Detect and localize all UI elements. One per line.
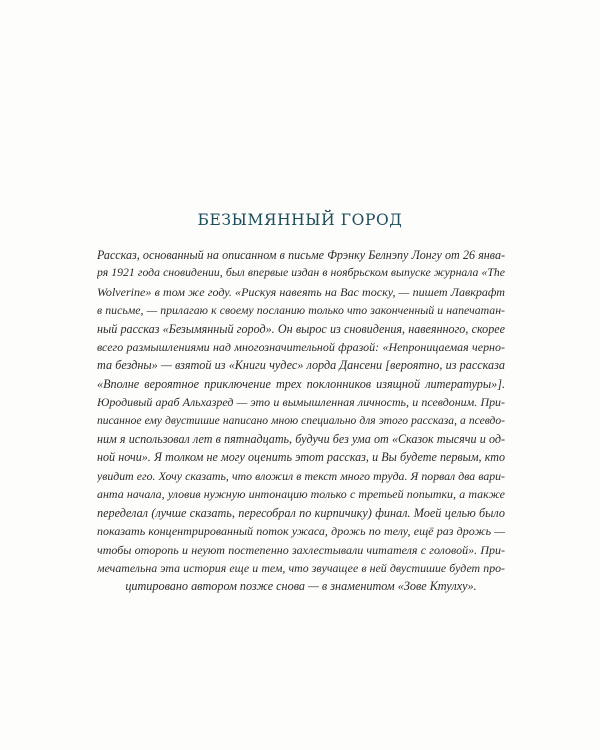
paragraph-line: показать концентрированный поток ужаса, дрожь по телу, ещё раз дрожь —	[97, 524, 505, 539]
paragraph-line: ный рассказ «Безымянный город». Он вырос из сновидения, навеянного, скорее	[97, 321, 505, 336]
intro-paragraph	[97, 246, 505, 596]
paragraph-line: цитировано автором позже снова — в знаменитом «Зове Ктулху».	[125, 579, 477, 594]
paragraph-line: та бездны» — взятой из «Книги чудес» лорда Дансени [вероятно, из рассказа	[97, 358, 505, 373]
paragraph-line: Рассказ, основанный на описанном в письме Фрэнку Белнэпу Лонгу от 26 янва-	[97, 248, 505, 262]
paragraph-line: в письме, — прилагаю к своему посланию только что законченный и напечатан-	[97, 303, 505, 318]
paragraph-line: увидит его. Хочу сказать, что вложил в текст много труда. Я порвал два вари-	[97, 468, 505, 483]
paragraph-line: «Вполне вероятное приключение трех поклонников изящной литературы»].	[97, 376, 505, 391]
paragraph-line: анта начала, уловив нужную интонацию только с третьей попытки, а также	[97, 487, 505, 502]
paragraph-line: чтобы оторопь и неуют постепенно захлестывали читателя с головой». При-	[97, 542, 505, 557]
paragraph-line: мечательна эта история еще и тем, что звучащее в ней двустишие будет про-	[97, 560, 505, 575]
paragraph-line: всего размышлениями над многозначительной фразой: «Непроницаемая черно-	[97, 340, 505, 355]
chapter-title: БЕЗЫМЯННЫЙ ГОРОД	[197, 211, 403, 229]
paragraph-line: переделал (лучше сказать, пересобрал по кирпичику) финал. Моей целью было	[97, 505, 505, 520]
paragraph-line: ной ночи». Я толком не могу оценить этот рассказ, и Вы будете первым, кто	[97, 450, 505, 465]
paragraph-line: ним я использовал лет в пятнадцать, будучи без ума от «Сказок тысячи и од-	[97, 432, 505, 447]
paragraph-line: писанное ему двустишие написано мною специально для этого рассказа, а псевдо-	[97, 414, 505, 427]
paragraph-line: ря 1921 года сновидении, был впервые издан в ноябрьском выпуске журнала «The	[97, 266, 505, 280]
paragraph-line: Wolverine» в том же году. «Рискуя навеять на Вас тоску, — пишет Лавкрафт	[97, 284, 505, 299]
paragraph-line: Юродивый араб Альхазред — это и вымышленная личность, и псевдоним. При-	[97, 395, 505, 410]
